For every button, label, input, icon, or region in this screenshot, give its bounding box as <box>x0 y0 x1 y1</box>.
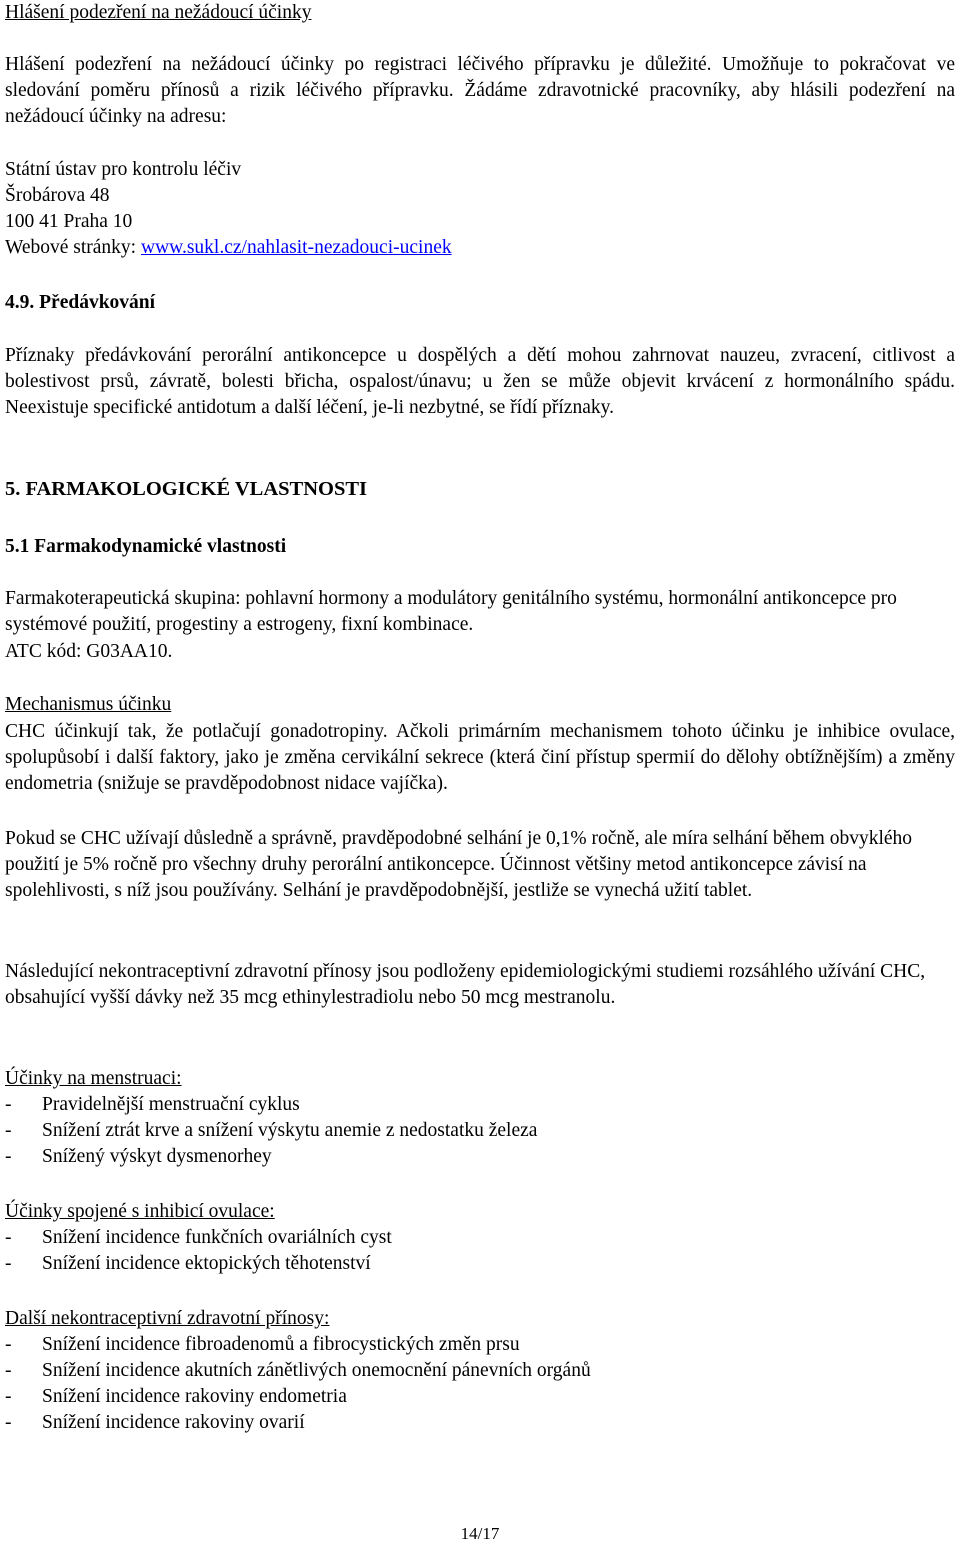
list-title-other-benefits: Další nekontraceptivní zdravotní přínosy: <box>5 1308 330 1329</box>
list-title-ovulation: Účinky spojené s inhibicí ovulace: <box>5 1201 275 1222</box>
list-marker: - <box>5 1334 12 1355</box>
overdose-text: Příznaky předávkování perorální antikoncepce u dospělých a dětí mohou zahrnovat nauzeu, zvracení, citlivost a bolestivost prsů, závratě, bolesti břicha, ospalost/únavu; u žen se může objevit krvácení z hormonálního spádu. Neexistuje specifické antidotum a další léčení, je-li nezbytné, se řídí příznaky. <box>5 345 955 418</box>
mechanism-title: Mechanismus účinku <box>5 694 172 715</box>
list-marker: - <box>5 1094 12 1115</box>
list-item-text: Snížení incidence fibroadenomů a fibrocystických změn prsu <box>42 1334 520 1355</box>
list-item-text: Snížení incidence rakoviny ovarií <box>42 1412 305 1433</box>
overdose-heading: 4.9. Předávkování <box>5 292 156 313</box>
ovulation-effects <box>5 1199 955 1277</box>
address-block <box>5 157 955 261</box>
list-item-text: Snížení incidence ektopických těhotenství <box>42 1253 371 1274</box>
other-benefits-list <box>5 1332 955 1436</box>
reporting-paragraph: Hlášení podezření na nežádoucí účinky po registraci léčivého přípravku je důležité. Umožňuje to pokračovat ve sledování poměru přínosů a rizik léčivého přípravku. Žádáme zdravotnické pracovníky, aby hlásili podezření na nežádoucí účinky na adresu: <box>5 54 955 127</box>
list-item-text: Snížení incidence funkčních ovariálních cyst <box>42 1227 392 1248</box>
menstruation-list <box>5 1092 955 1170</box>
pharmacotherapeutic-group: Farmakoterapeutická skupina: pohlavní hormony a modulátory genitálního systému, hormonální antikoncepce pro systémové použití, progestiny a estrogeny, fixní kombinace. <box>5 588 897 635</box>
list-item <box>5 1092 955 1118</box>
list-marker: - <box>5 1360 12 1381</box>
address-web <box>5 235 955 261</box>
list-marker: - <box>5 1412 12 1433</box>
list-marker: - <box>5 1146 12 1167</box>
list-item <box>5 1384 955 1410</box>
mechanism-text: CHC účinkují tak, že potlačují gonadotropiny. Ačkoli primárním mechanismem tohoto účinku je inhibice ovulace, spolupůsobí i další faktory, jako je změna cervikální sekrece (která činí přístup spermií do dělohy obtížnějším) a změny endometria (snižuje se pravděpodobnost nidace vajíčka). <box>5 721 955 794</box>
list-item <box>5 1118 955 1144</box>
section-5-1-heading: 5.1 Farmakodynamické vlastnosti <box>5 536 287 557</box>
atc-code: ATC kód: G03AA10. <box>5 641 173 662</box>
list-item <box>5 1358 955 1384</box>
list-item <box>5 1251 955 1277</box>
ovulation-list <box>5 1225 955 1277</box>
address-line-institute: Státní ústav pro kontrolu léčiv <box>5 159 242 180</box>
efficacy-text: Pokud se CHC užívají důsledně a správně, pravděpodobné selhání je 0,1% ročně, ale míra selhání během obvyklého použití je 5% ročně pro všechny druhy perorální antikoncepce. Účinnost většiny metod antikoncepce závisí na spolehlivosti, s níž jsou používány. Selhání je pravděpodobnější, jestliže se vynechá užití tablet. <box>5 828 913 901</box>
list-title-menstruation: Účinky na menstruaci: <box>5 1068 182 1089</box>
list-marker: - <box>5 1120 12 1141</box>
benefits-intro: Následující nekontraceptivní zdravotní přínosy jsou podloženy epidemiologickými studiemi rozsáhlého užívání CHC, obsahující vyšší dávky než 35 mcg ethinylestradiolu nebo 50 mcg mestranolu. <box>5 961 926 1008</box>
address-line-street: Šrobárova 48 <box>5 185 110 206</box>
list-marker: - <box>5 1253 12 1274</box>
list-item-text: Snížený výskyt dysmenorhey <box>42 1146 272 1167</box>
reporting-section-title: Hlášení podezření na nežádoucí účinky <box>5 2 312 23</box>
address-line-city: 100 41 Praha 10 <box>5 211 133 232</box>
list-item <box>5 1410 955 1436</box>
web-label: Webové stránky: <box>5 237 141 258</box>
list-marker: - <box>5 1227 12 1248</box>
sukl-web-link[interactable]: www.sukl.cz/nahlasit-nezadouci-ucinek <box>140 237 452 258</box>
list-item-text: Snížení ztrát krve a snížení výskytu anemie z nedostatku železa <box>42 1120 538 1141</box>
other-benefits <box>5 1306 955 1436</box>
list-item <box>5 1144 955 1170</box>
list-marker: - <box>5 1386 12 1407</box>
page-number: 14/17 <box>460 1524 500 1543</box>
list-item <box>5 1332 955 1358</box>
menstruation-effects <box>5 1066 955 1170</box>
list-item-text: Snížení incidence akutních zánětlivých onemocnění pánevních orgánů <box>42 1360 591 1381</box>
section-5-heading: 5. FARMAKOLOGICKÉ VLASTNOSTI <box>5 478 368 500</box>
list-item <box>5 1225 955 1251</box>
list-item-text: Snížení incidence rakoviny endometria <box>42 1386 347 1407</box>
list-item-text: Pravidelnější menstruační cyklus <box>42 1094 300 1115</box>
